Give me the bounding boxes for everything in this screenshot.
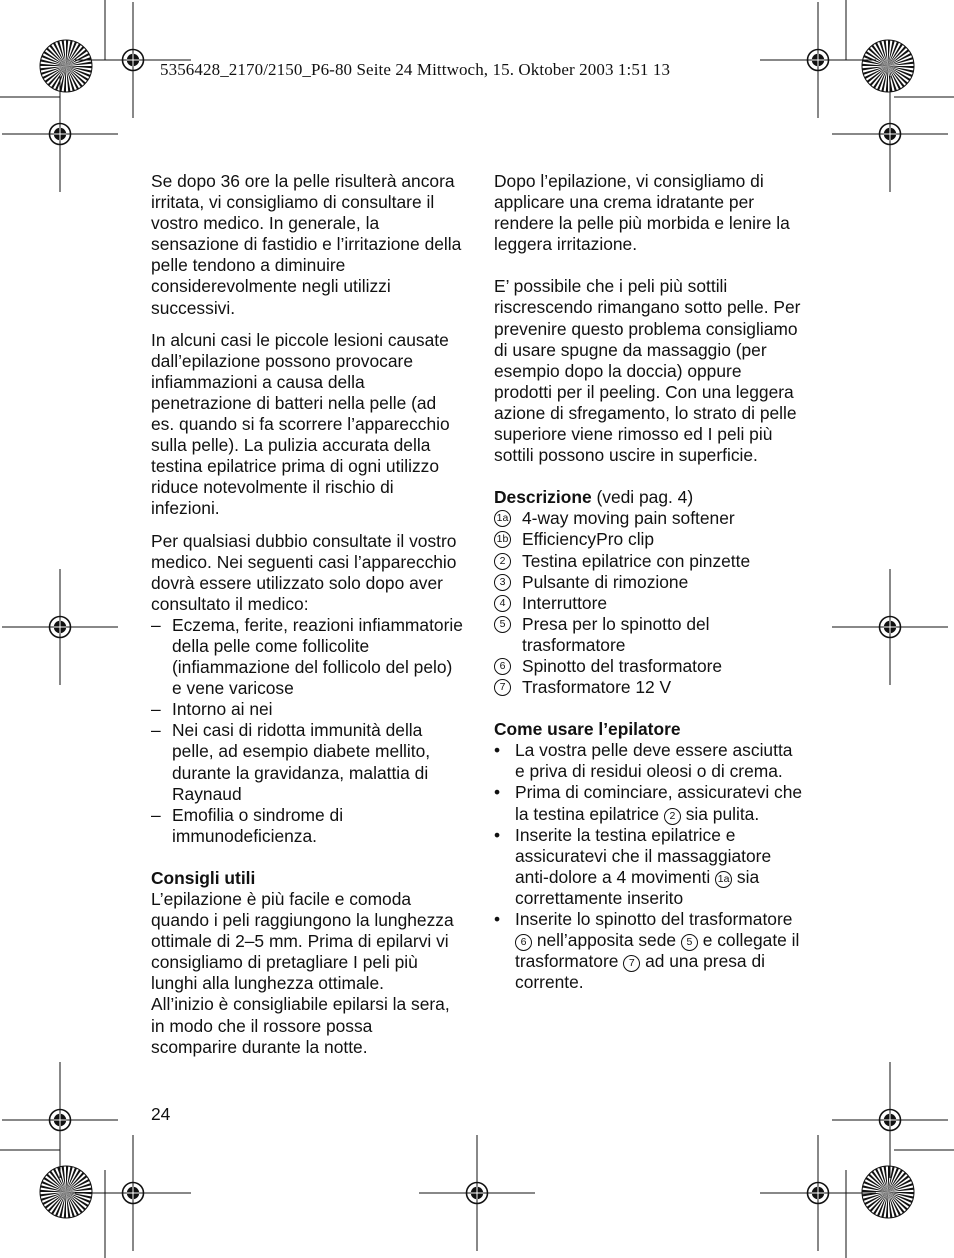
callout-number: 1a <box>715 871 732 888</box>
right-column <box>494 171 804 993</box>
registration-mark-icon <box>2 569 118 685</box>
callout-number: 5 <box>681 934 698 951</box>
list-item <box>494 593 804 614</box>
list-item <box>494 551 804 572</box>
left-column <box>151 171 463 1058</box>
registration-mark-icon <box>832 1062 948 1178</box>
callout-number: 5 <box>494 616 511 633</box>
paragraph: Dopo l’epilazione, vi consigliamo di applicare una crema idratante per rendere la pelle più morbida e lenire la leggera irritazione. <box>494 171 790 255</box>
callout-number: 7 <box>494 679 511 696</box>
usage-list <box>494 740 804 993</box>
description-heading-line <box>494 487 804 508</box>
part-label: Trasformatore 12 V <box>522 677 672 698</box>
part-label: 4-way moving pain softener <box>522 508 735 529</box>
registration-mark-icon <box>760 1135 876 1251</box>
part-label: Testina epilatrice con pinzette <box>522 550 751 571</box>
list-item: • La vostra pelle deve essere asciutta e priva di residui oleosi o di crema. <box>494 740 804 782</box>
callout-number: 6 <box>494 658 511 675</box>
star-target-icon <box>40 40 92 92</box>
callout-number: 1b <box>494 531 511 548</box>
list-item <box>494 529 804 550</box>
registration-mark-icon <box>2 76 118 192</box>
list-item: – Nei casi di ridotta immunità della pelle, ad esempio diabete mellito, durante la gravidanza, malattia di Raynaud <box>151 720 463 804</box>
list-item: – Intorno ai nei <box>151 699 463 720</box>
list-item: • Inserite la testina epilatrice e assicuratevi che il massaggiatore anti-dolore a 4 movimenti 1a sia correttamente inserito <box>494 825 804 909</box>
part-label: EfficiencyPro clip <box>522 529 655 550</box>
list-item <box>494 614 804 656</box>
paragraph: Se dopo 36 ore la pelle risulterà ancora irritata, vi consigliamo di consultare il vostro medico. In generale, la sensazione di fastidio e l’irritazione della pelle tendono a diminuire considerevolmente negli utilizzi successivi. <box>151 171 462 318</box>
registration-mark-icon <box>832 569 948 685</box>
section-heading: Consigli utili <box>151 867 256 888</box>
registration-mark-icon <box>760 2 876 118</box>
paragraph: E’ possibile che i peli più sottili riscrescendo rimangano sotto pelle. Per prevenire questo problema consigliamo di usare spugne da massaggio (per esempio dopo la doccia) oppure prodotti per il peeling. Con una leggera azione di sfregamento, lo strato di pelle superiore viene rimosso ed I peli più sottili possono uscire in superficie. <box>494 276 801 466</box>
paragraph: In alcuni casi le piccole lesioni causate dall’epilazione possono provocare infiammazioni a causa della penetrazione di batteri nella pelle (ad es. quando si fa scorrere l’apparecchio sulla pelle). La pulizia accurata della testina epilatrice prima di ogni utilizzo riduce notevolmente il rischio di infezioni. <box>151 329 450 519</box>
list-item: • Prima di cominciare, assicuratevi che la testina epilatrice 2 sia pulita. <box>494 782 804 824</box>
paragraph: Per qualsiasi dubbio consultate il vostro medico. Nei seguenti casi l’apparecchio dovrà essere utilizzato solo dopo aver consultato il medico: <box>151 530 457 614</box>
star-target-icon <box>862 40 914 92</box>
page-reference: (vedi pag. 4) <box>591 487 694 508</box>
callout-number: 1a <box>494 510 511 527</box>
registration-mark-icon <box>832 76 948 192</box>
list-item: – Eczema, ferite, reazioni infiammatorie della pelle come follicolite (infiammazione del follicolo del pelo) e vene varicose <box>151 615 463 699</box>
callout-number: 2 <box>494 553 511 570</box>
registration-mark-icon <box>2 1062 118 1178</box>
list-item <box>494 572 804 593</box>
contraindication-list <box>151 615 463 847</box>
parts-list <box>494 508 804 698</box>
part-label: Pulsante di rimozione <box>522 571 689 592</box>
list-item: – Emofilia o sindrome di immunodeficienza. <box>151 805 463 847</box>
star-target-icon <box>862 1166 914 1218</box>
registration-mark-icon <box>419 1135 535 1251</box>
paragraph: L’epilazione è più facile e comoda quando i peli raggiungono la lunghezza ottimale di 2–5 mm. Prima di epilarvi vi consigliamo di pretagliare I peli più lunghi alla lunghezza ottimale. <box>151 889 454 994</box>
star-target-icon <box>40 1166 92 1218</box>
paragraph: All’inizio è consigliabile epilarsi la sera, in modo che il rossore possa scomparire durante la notte. <box>151 994 450 1057</box>
callout-number: 4 <box>494 595 511 612</box>
callout-number: 6 <box>515 934 532 951</box>
part-label: Presa per lo spinotto del trasformatore <box>522 613 710 655</box>
list-item <box>494 508 804 529</box>
list-item <box>494 677 804 698</box>
page-number: 24 <box>151 1104 171 1124</box>
callout-number: 2 <box>664 808 681 825</box>
list-item <box>494 656 804 677</box>
section-heading: Come usare l’epilatore <box>494 719 681 740</box>
list-item: • Inserite lo spinotto del trasformatore 6 nell’apposita sede 5 e collegate il trasformatore 7 ad una presa di corrente. <box>494 909 804 993</box>
print-slug: 5356428_2170/2150_P6-80 Seite 24 Mittwoch, 15. Oktober 2003 1:51 13 <box>160 60 671 79</box>
part-label: Spinotto del trasformatore <box>522 655 723 676</box>
part-label: Interruttore <box>522 592 608 613</box>
callout-number: 3 <box>494 574 511 591</box>
section-heading: Descrizione <box>494 487 592 508</box>
callout-number: 7 <box>623 955 640 972</box>
